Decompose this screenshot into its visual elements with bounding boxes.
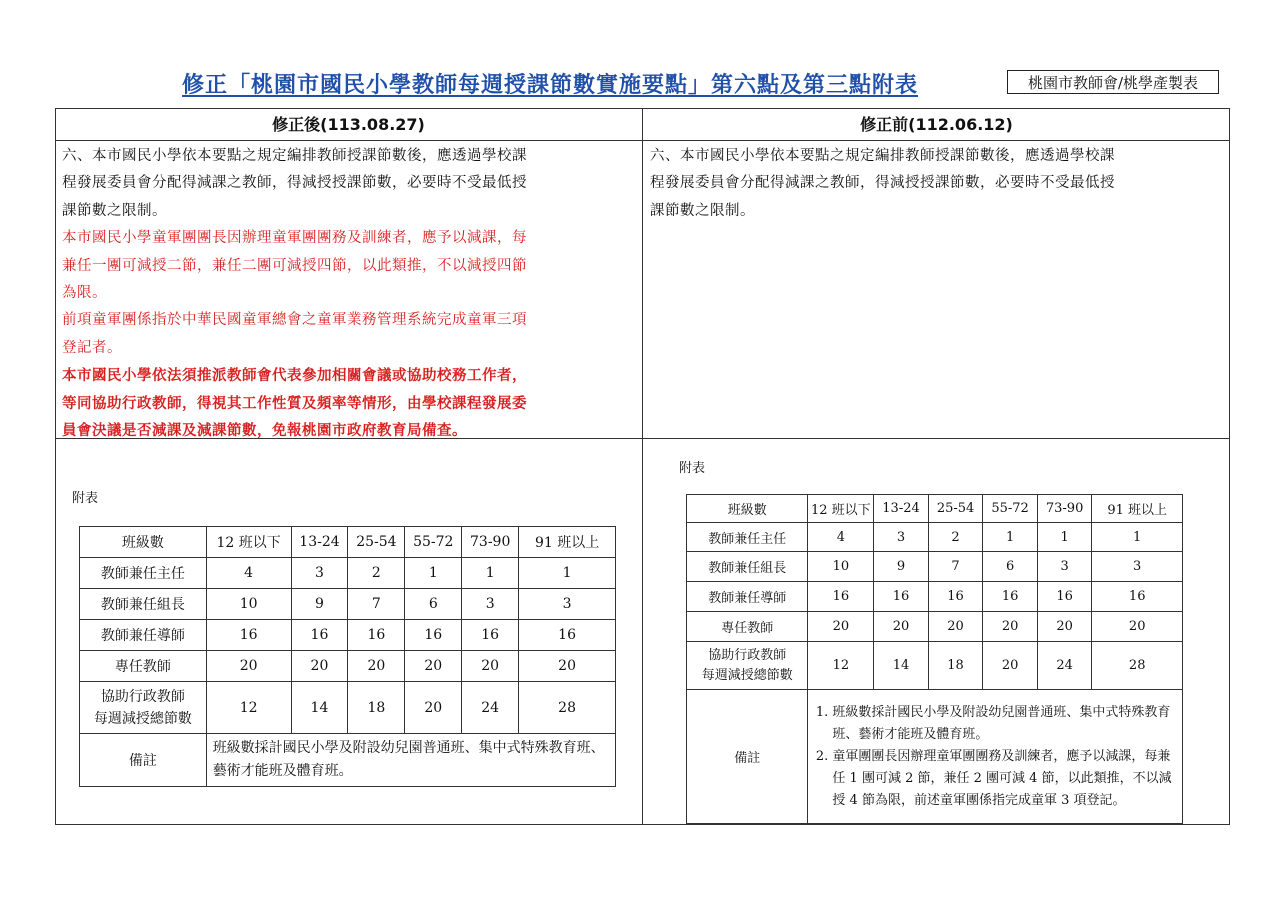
row-label-line: 協助行政教師 bbox=[708, 647, 787, 663]
cell: 6 bbox=[405, 589, 462, 620]
text-line: 六、本市國民小學依本要點之規定編排教師授課節數後，應透過學校課 bbox=[650, 148, 1115, 164]
cell: 16 bbox=[1092, 582, 1183, 612]
cell: 1 bbox=[1037, 523, 1092, 552]
cell: 16 bbox=[405, 620, 462, 651]
row-label-line: 協助行政教師 bbox=[100, 688, 185, 705]
cell: 9 bbox=[291, 589, 348, 620]
cell: 20 bbox=[928, 612, 983, 642]
text-line-added-bold: 本市國民小學依法須推派教師會代表參加相關會議或協助校務工作者， bbox=[62, 367, 527, 385]
table-row bbox=[80, 682, 616, 734]
text-line-added: 前項童軍團係指於中華民國童軍總會之童軍業務管理系統完成童軍三項 bbox=[62, 312, 527, 329]
table-row bbox=[80, 620, 616, 651]
text-line-added-bold: 等同協助行政教師，得視其工作性質及頻率等情形，由學校課程發展委 bbox=[62, 394, 527, 412]
cell: 4 bbox=[808, 523, 874, 552]
text-line-added: 兼任一團可減授二節，兼任二團可減授四節，以此類推，不以減授四節 bbox=[62, 257, 527, 274]
cell: 20 bbox=[519, 651, 616, 682]
text-line: 程發展委員會分配得減課之教師，得減授授課節數，必要時不受最低授 bbox=[62, 175, 527, 192]
cell: 1 bbox=[462, 558, 519, 589]
header-cell: 12 班以下 bbox=[206, 527, 291, 558]
cell: 16 bbox=[808, 582, 874, 612]
row-label: 專任教師 bbox=[80, 651, 207, 682]
appendix-label-after: 附表 bbox=[72, 491, 99, 506]
cell: 16 bbox=[983, 582, 1038, 612]
column-divider bbox=[642, 108, 643, 825]
cell: 20 bbox=[1037, 612, 1092, 642]
cell: 16 bbox=[928, 582, 983, 612]
text-line: 程發展委員會分配得減課之教師，得減授授課節數，必要時不受最低授 bbox=[650, 175, 1115, 192]
cell: 16 bbox=[206, 620, 291, 651]
header-cell: 55-72 bbox=[405, 527, 462, 558]
header-cell: 91 班以上 bbox=[1092, 495, 1183, 523]
cell: 16 bbox=[462, 620, 519, 651]
cell: 12 bbox=[808, 642, 874, 690]
cell: 4 bbox=[206, 558, 291, 589]
before-article-text bbox=[650, 143, 1226, 225]
cell: 1 bbox=[983, 523, 1038, 552]
note-list bbox=[814, 702, 1176, 812]
cell: 20 bbox=[405, 682, 462, 734]
note-label: 備註 bbox=[687, 690, 808, 824]
cell: 6 bbox=[983, 552, 1038, 582]
row-label: 教師兼任主任 bbox=[80, 558, 207, 589]
header-cell: 73-90 bbox=[1037, 495, 1092, 523]
after-article-text bbox=[62, 143, 638, 444]
cell: 20 bbox=[1092, 612, 1183, 642]
header-cell: 91 班以上 bbox=[519, 527, 616, 558]
text-line: 課節數之限制。 bbox=[650, 202, 755, 219]
cell: 3 bbox=[519, 589, 616, 620]
header-cell: 13-24 bbox=[874, 495, 929, 523]
cell: 14 bbox=[291, 682, 348, 734]
table-note-row bbox=[687, 690, 1183, 824]
cell: 7 bbox=[928, 552, 983, 582]
cell: 10 bbox=[206, 589, 291, 620]
cell: 24 bbox=[1037, 642, 1092, 690]
row-label: 教師兼任導師 bbox=[80, 620, 207, 651]
cell: 20 bbox=[348, 651, 405, 682]
note-item: 1. 班級數採計國民小學及附設幼兒園普通班、集中式特殊教育班、藝術才能班及體育班。 bbox=[832, 702, 1176, 746]
note-list-cell bbox=[808, 690, 1183, 824]
text-line: 六、本市國民小學依本要點之規定編排教師授課節數後，應透過學校課 bbox=[62, 148, 527, 164]
note-item: 2. 童軍團團長因辦理童軍團團務及訓練者，應予以減課，每兼任 1 團可減 2 節，兼任 2 團可減 4 節，以此類推，不以減授 4 節為限，前述童軍團係指完成童軍 3 項登記。 bbox=[832, 746, 1176, 812]
table-row bbox=[687, 552, 1183, 582]
table-row bbox=[687, 642, 1183, 690]
row-label bbox=[80, 682, 207, 734]
header-cell: 55-72 bbox=[983, 495, 1038, 523]
table-row bbox=[687, 612, 1183, 642]
row-label-line: 每週減授總節數 bbox=[701, 667, 793, 683]
cell: 2 bbox=[928, 523, 983, 552]
cell: 2 bbox=[348, 558, 405, 589]
cell: 20 bbox=[291, 651, 348, 682]
row-label: 專任教師 bbox=[687, 612, 808, 642]
header-divider bbox=[55, 140, 1230, 141]
text-line-added: 本市國民小學童軍團團長因辦理童軍團團務及訓練者，應予以減課，每 bbox=[62, 230, 527, 247]
cell: 1 bbox=[1092, 523, 1183, 552]
cell: 20 bbox=[462, 651, 519, 682]
page-title: 修正「桃園市國民小學教師每週授課節數實施要點」第六點及第三點附表 bbox=[181, 73, 918, 98]
producer-badge: 桃園市教師會/桃學產製表 bbox=[1007, 70, 1219, 94]
cell: 10 bbox=[808, 552, 874, 582]
table-row bbox=[80, 589, 616, 620]
cell: 16 bbox=[874, 582, 929, 612]
cell: 14 bbox=[874, 642, 929, 690]
row-label: 教師兼任主任 bbox=[687, 523, 808, 552]
cell: 3 bbox=[462, 589, 519, 620]
table-row bbox=[80, 651, 616, 682]
cell: 28 bbox=[1092, 642, 1183, 690]
table-row bbox=[80, 558, 616, 589]
cell: 20 bbox=[405, 651, 462, 682]
cell: 3 bbox=[874, 523, 929, 552]
header-cell: 13-24 bbox=[291, 527, 348, 558]
text-line-added-bold: 員會決議是否減課及減課節數，免報桃園市政府教育局備查。 bbox=[62, 422, 467, 440]
appendix-label-before: 附表 bbox=[679, 461, 706, 476]
table-header-row bbox=[80, 527, 616, 558]
cell: 24 bbox=[462, 682, 519, 734]
cell: 20 bbox=[874, 612, 929, 642]
text-line: 課節數之限制。 bbox=[62, 202, 167, 219]
row-label: 教師兼任組長 bbox=[80, 589, 207, 620]
cell: 20 bbox=[206, 651, 291, 682]
row-label: 教師兼任組長 bbox=[687, 552, 808, 582]
cell: 3 bbox=[291, 558, 348, 589]
cell: 28 bbox=[519, 682, 616, 734]
row-label: 教師兼任導師 bbox=[687, 582, 808, 612]
cell: 16 bbox=[291, 620, 348, 651]
cell: 20 bbox=[983, 642, 1038, 690]
table-row bbox=[687, 523, 1183, 552]
cell: 3 bbox=[1037, 552, 1092, 582]
cell: 16 bbox=[1037, 582, 1092, 612]
appendix-table-before bbox=[686, 494, 1183, 824]
cell: 9 bbox=[874, 552, 929, 582]
header-cell: 25-54 bbox=[348, 527, 405, 558]
cell: 7 bbox=[348, 589, 405, 620]
header-cell: 班級數 bbox=[80, 527, 207, 558]
row-label bbox=[687, 642, 808, 690]
text-line-added: 為限。 bbox=[62, 285, 107, 302]
header-cell: 25-54 bbox=[928, 495, 983, 523]
table-row bbox=[687, 582, 1183, 612]
appendix-table-after bbox=[79, 526, 616, 787]
cell: 16 bbox=[348, 620, 405, 651]
cell: 18 bbox=[928, 642, 983, 690]
table-header-row bbox=[687, 495, 1183, 523]
cell: 1 bbox=[405, 558, 462, 589]
header-cell: 班級數 bbox=[687, 495, 808, 523]
cell: 20 bbox=[983, 612, 1038, 642]
cell: 20 bbox=[808, 612, 874, 642]
note-label: 備註 bbox=[80, 734, 207, 787]
column-header-after: 修正後(113.08.27) bbox=[272, 115, 425, 134]
header-cell: 73-90 bbox=[462, 527, 519, 558]
table-note-row bbox=[80, 734, 616, 787]
text-line-added: 登記者。 bbox=[62, 339, 122, 356]
note-text: 班級數採計國民小學及附設幼兒園普通班、集中式特殊教育班、藝術才能班及體育班。 bbox=[206, 734, 615, 787]
column-header-before: 修正前(112.06.12) bbox=[860, 115, 1013, 134]
cell: 1 bbox=[519, 558, 616, 589]
cell: 3 bbox=[1092, 552, 1183, 582]
row-label-line: 每週減授總節數 bbox=[93, 710, 192, 727]
cell: 12 bbox=[206, 682, 291, 734]
cell: 18 bbox=[348, 682, 405, 734]
cell: 16 bbox=[519, 620, 616, 651]
header-cell: 12 班以下 bbox=[808, 495, 874, 523]
